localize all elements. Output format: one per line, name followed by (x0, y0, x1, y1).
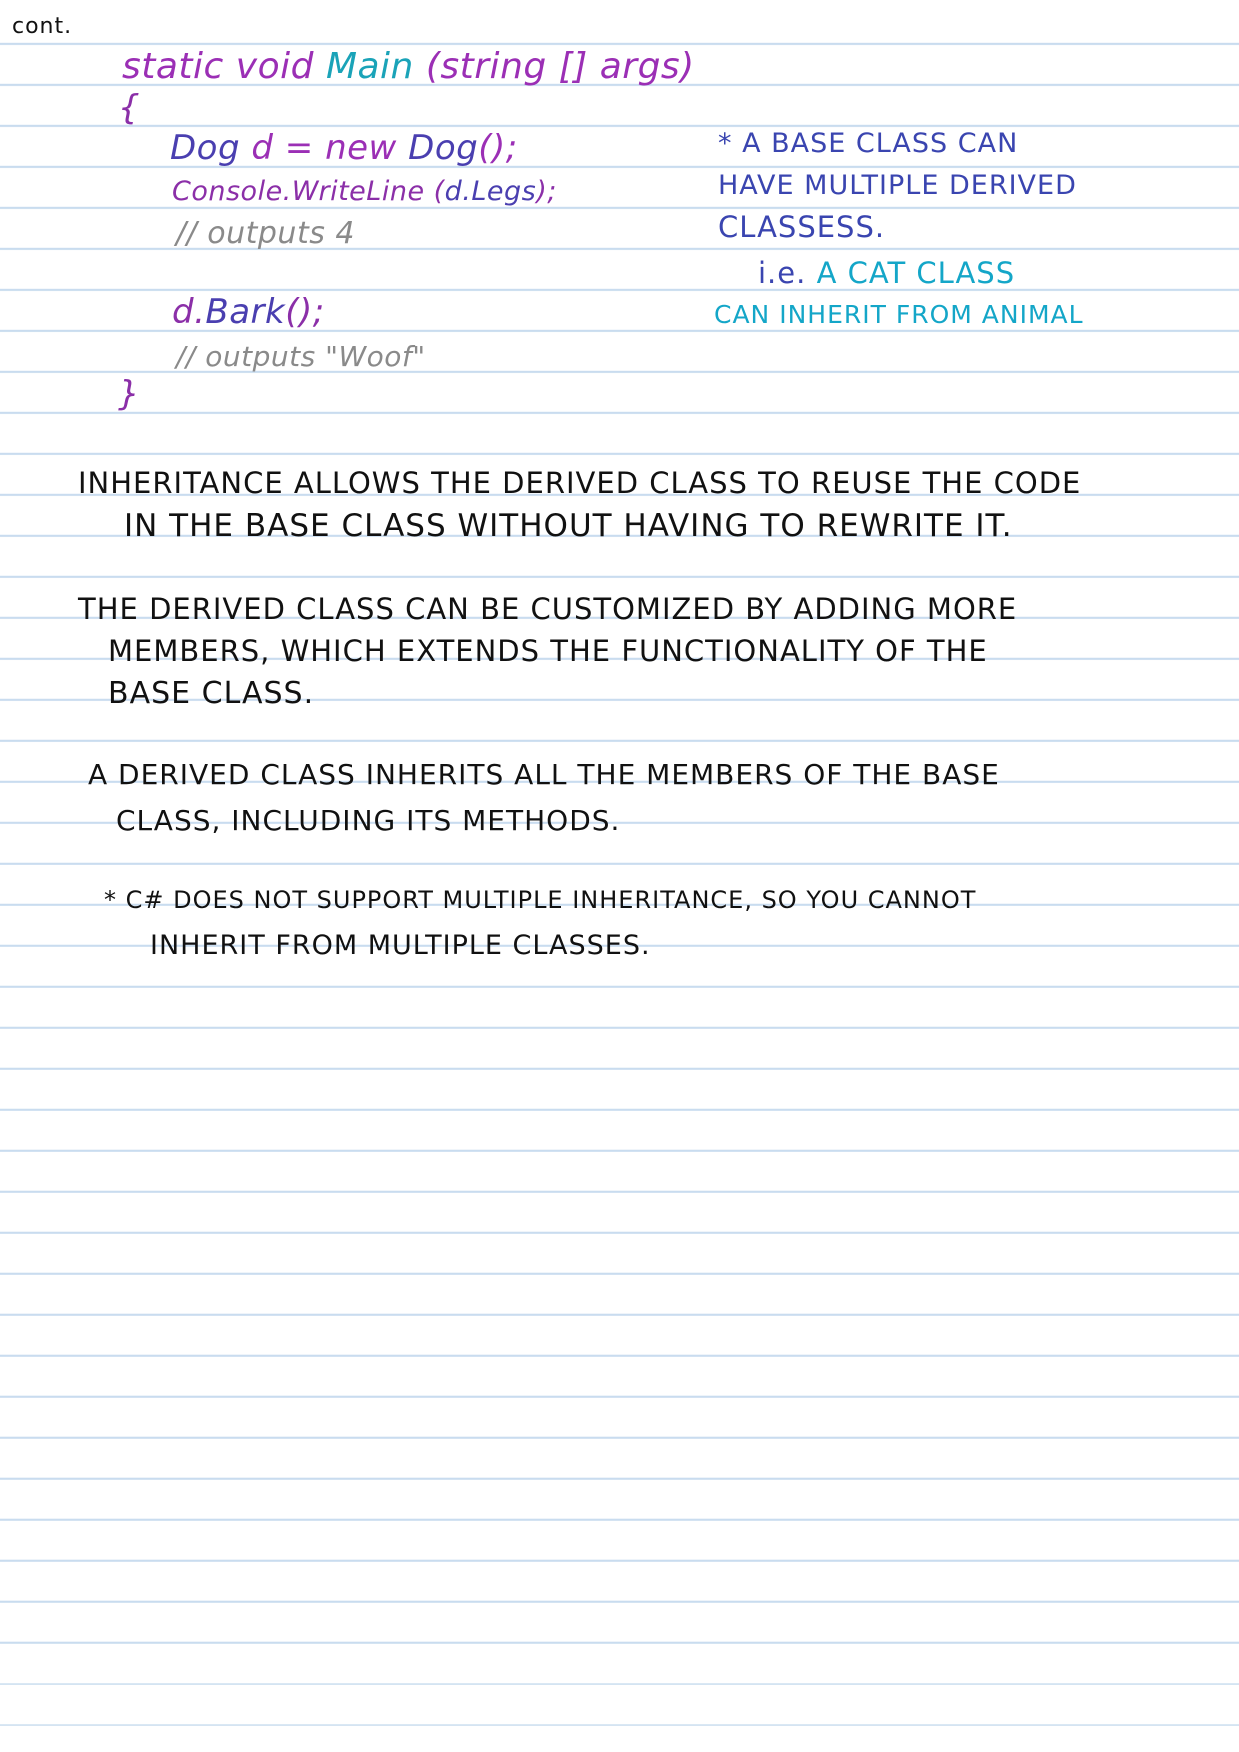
close-brace: } (118, 374, 141, 414)
code-line-bark (172, 292, 325, 332)
p4-line-1: * C# DOES NOT SUPPORT MULTIPLE INHERITANCE, SO YOU CANNOT (104, 886, 977, 914)
type-dog-ctor: Dog (408, 128, 479, 168)
p2-line-3: BASE CLASS. (108, 676, 315, 711)
comment-outputs-woof: // outputs "Woof" (176, 340, 426, 373)
cat-class-label: A CAT CLASS (816, 256, 1016, 290)
p4-line-2: INHERIT FROM MULTIPLE CLASSES. (150, 930, 651, 961)
var-d: d. (172, 292, 206, 332)
p1-line-1: INHERITANCE ALLOWS THE DERIVED CLASS TO REUSE THE CODE (78, 466, 1082, 500)
ie-label: i.e. (758, 256, 807, 290)
side-note-line-2: HAVE MULTIPLE DERIVED (718, 170, 1077, 201)
p3-line-1: A DERIVED CLASS INHERITS ALL THE MEMBERS OF THE BASE (88, 758, 1000, 791)
side-note-line-1: * A BASE CLASS CAN (718, 128, 1019, 159)
console-writeline: Console.WriteLine ( (172, 176, 445, 207)
cont-label: cont. (12, 14, 73, 39)
writeline-close: ); (536, 176, 557, 207)
code-line-writeline (172, 176, 557, 207)
p2-line-2: MEMBERS, WHICH EXTENDS THE FUNCTIONALITY OF THE (108, 634, 988, 668)
open-brace: { (118, 88, 141, 128)
side-note-line-3: CLASSESS. (718, 210, 886, 244)
args-list: (string [] args) (425, 46, 695, 87)
p1-line-2: IN THE BASE CLASS WITHOUT HAVING TO REWRITE IT. (124, 508, 1013, 544)
comment-outputs-4: // outputs 4 (176, 216, 355, 251)
type-dog: Dog (170, 128, 241, 168)
keyword-static: static (122, 46, 224, 87)
side-note-line-5: CAN INHERIT FROM ANIMAL (714, 300, 1084, 329)
side-note-line-4 (758, 256, 1015, 290)
main-signature (122, 46, 695, 87)
p3-line-2: CLASS, INCLUDING ITS METHODS. (116, 804, 621, 837)
legs-arg: d.Legs (444, 176, 537, 207)
p2-line-1: THE DERIVED CLASS CAN BE CUSTOMIZED BY ADDING MORE (78, 592, 1018, 626)
code-line-dog (170, 128, 518, 168)
ctor-parens: (); (478, 128, 518, 168)
method-main: Main (325, 46, 414, 87)
keyword-void: void (235, 46, 314, 87)
new-keyword: d = new (251, 128, 397, 168)
method-bark: Bark (205, 292, 286, 332)
bark-parens: (); (285, 292, 325, 332)
